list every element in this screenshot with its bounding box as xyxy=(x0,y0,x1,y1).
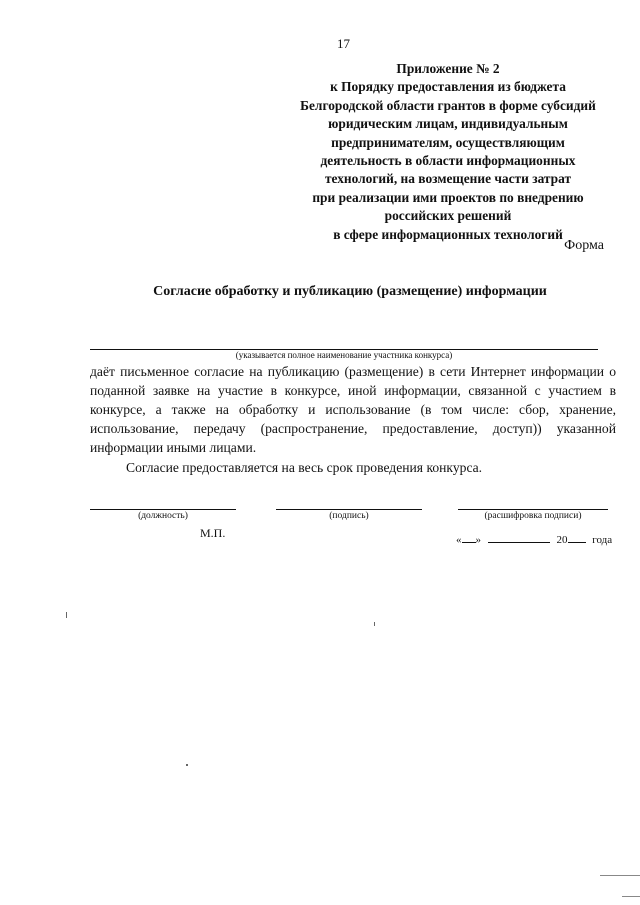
appendix-line: при реализации ими проектов по внедрению xyxy=(312,189,584,205)
appendix-line: деятельность в области информационных xyxy=(320,153,576,169)
date-field xyxy=(456,534,612,546)
date-day-blank xyxy=(462,534,476,543)
signature-line xyxy=(276,509,422,510)
scan-speck xyxy=(374,622,375,626)
date-month-blank xyxy=(488,534,550,543)
appendix-line: в сфере информационных технологий xyxy=(333,226,563,242)
appendix-line: Белгородской области грантов в форме субсидий xyxy=(300,97,596,113)
appendix-heading xyxy=(278,60,618,244)
stamp-placeholder: М.П. xyxy=(200,526,226,540)
document-title: Согласие обработку и публикацию (размещение) информации xyxy=(153,284,547,299)
consent-text: даёт письменное согласие на публикацию (размещение) в сети Интернет информации о поданной заявке на участие в конкурсе, иной информации, связанной с участием в конкурсе, а также на обработку и использование (в том числе: сбор, хранение, использование, передачу (распространение, предоставление, доступ)) указанной информации иными лицами. xyxy=(90,364,616,455)
page-edge-mark xyxy=(600,875,640,876)
date-close-quote: » xyxy=(475,534,481,546)
position-caption: (должность) xyxy=(138,511,188,521)
appendix-line: к Порядку предоставления из бюджета xyxy=(330,79,566,95)
scan-speck xyxy=(66,612,67,618)
appendix-line: технологий, на возмещение части затрат xyxy=(324,171,572,187)
date-year-blank xyxy=(568,534,586,543)
consent-body xyxy=(90,362,616,477)
page-number: 17 xyxy=(337,36,350,51)
signature-decode-caption: (расшифровка подписи) xyxy=(484,511,582,521)
date-suffix: года xyxy=(592,534,613,546)
consent-duration: Согласие предоставляется на весь срок проведения конкурса. xyxy=(126,460,483,475)
form-label: Форма xyxy=(564,238,604,253)
page-edge-mark xyxy=(622,896,640,897)
date-open-quote: « xyxy=(456,534,462,546)
participant-name-caption: (указывается полное наименование участника конкурса) xyxy=(235,350,453,360)
scan-speck xyxy=(186,764,188,766)
signature-decode-line xyxy=(458,509,608,510)
signature-caption: (подпись) xyxy=(329,511,369,521)
appendix-line: Приложение № 2 xyxy=(396,61,500,76)
position-line xyxy=(90,509,236,510)
appendix-line: российских решений xyxy=(384,208,512,224)
appendix-line: юридическим лицам, индивидуальным xyxy=(328,116,568,132)
appendix-line: предпринимателям, осуществляющим xyxy=(331,134,565,150)
date-century: 20 xyxy=(556,534,568,546)
